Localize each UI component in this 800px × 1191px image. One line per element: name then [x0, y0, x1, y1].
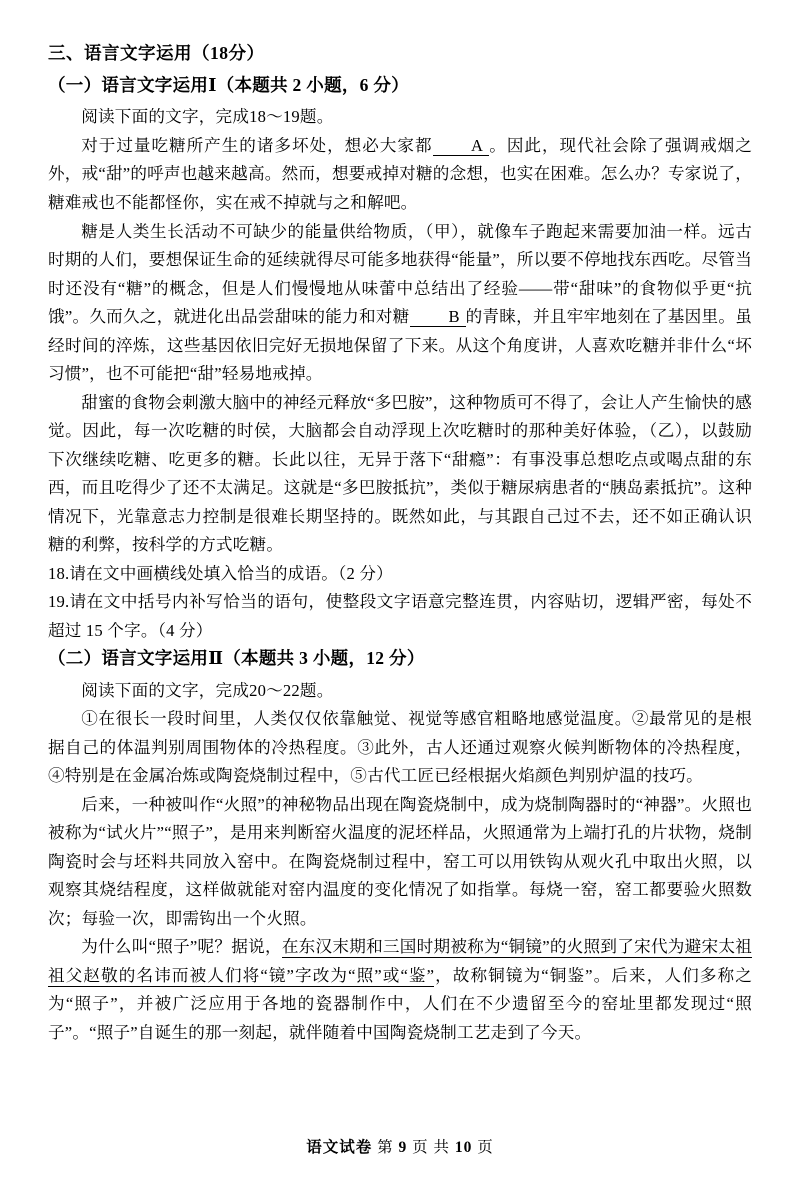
- paragraph-6-text-b: ，故称铜镜为“铜鉴”。后来，人们多称之为“照子”，并被广泛应用于各地的瓷器制作中，人们在不少遗留至今的窑址里都发现过“照子”。“照子”自诞生的那一刻起，就伴随着中国陶瓷烧制工艺走到了今天。: [48, 965, 752, 1042]
- blank-b: B: [410, 308, 466, 327]
- paragraph-2-text-a: 糖是人类生长活动不可缺少的能量供给物质，（甲），就像车子跑起来需要加油一样。远古时期的人们，要想保证生命的延续就得尽可能多地获得“能量”，所以要不停地找东西吃。尽管当时还没有“糖”的概念，但是人们慢慢地从味蕾中总结出了经验——带“甜味”的食物似乎更“抗饿”。久而久之，就进化出品尝甜味的能力和对糖: [48, 221, 752, 327]
- paragraph-2-text-b: 的青睐，并且牢牢地刻在了基因里。虽经时间的淬炼，这些基因依旧完好无损地保留了下来。从这个角度讲，人喜欢吃糖并非什么“坏习惯”，也不可能把“甜”轻易地戒掉。: [48, 307, 752, 384]
- footer-page-suffix: 页: [477, 1139, 494, 1156]
- part-two-heading: （二）语言文字运用Ⅱ（本题共 3 小题，12 分）: [48, 648, 425, 669]
- footer-label: 语文试卷: [306, 1139, 373, 1156]
- paragraph-2: [48, 218, 752, 389]
- question-18: 18.请在文中画横线处填入恰当的成语。（2 分）: [48, 563, 393, 583]
- part-one-heading: （一）语言文字运用Ⅰ（本题共 2 小题，6 分）: [48, 75, 410, 96]
- page-footer: [0, 1135, 800, 1157]
- question-19: 19.请在文中括号内补写恰当的语句，使整段文字语意完整连贯，内容贴切，逻辑严密，每处不超过 15 个字。（4 分）: [48, 592, 752, 640]
- paragraph-1-text-b: 。因此，现代社会除了强调戒烟之外，戒“甜”的呼声也越来越高。然而，想要戒掉对糖的念想，也实在困难。怎么办？专家说了，糖难戒也不能都怪你，实在戒不掉就与之和解吧。: [48, 135, 753, 212]
- part-one-instruction: 阅读下面的文字，完成18～19题。: [81, 107, 334, 127]
- paragraph-3: 甜蜜的食物会刺激大脑中的神经元释放“多巴胺”，这种物质可不得了，会让人产生愉快的感觉。因此，每一次吃糖的时侯，大脑都会自动浮现上次吃糖时的那种美好体验，（乙），以鼓励下次继续吃糖、吃更多的糖。长此以往，无异于落下“甜瘾”：有事没事总想吃点或喝点甜的东西，而且吃得少了还不太满足。这就是“多巴胺抵抗”，类似于糖尿病患者的“胰岛素抵抗”。这种情况下，光靠意志力控制是很难长期坚持的。既然如此，与其跟自己过不去，还不如正确认识糖的利弊，按科学的方式吃糖。: [48, 392, 752, 555]
- paragraph-6-underlined-clause: 在东汉末期和三国时期被称为“铜镜”的火照到了宋代为避宋太祖祖父赵敬的名讳而被人们将“镜”字改为“照”或“鉴”: [48, 937, 752, 985]
- footer-page-prefix: 第: [377, 1139, 394, 1156]
- paragraph-6-text-a: 为什么叫“照子”呢？据说，: [81, 937, 282, 957]
- part-two-instruction: 阅读下面的文字，完成20～22题。: [81, 680, 334, 700]
- section-heading: 三、语言文字运用（18分）: [48, 43, 265, 63]
- blank-a: A: [433, 137, 489, 156]
- footer-page-mid: 页 共: [412, 1139, 451, 1156]
- paragraph-6: [48, 933, 752, 1047]
- paragraph-1: [48, 132, 752, 218]
- footer-page-number: 9: [398, 1139, 408, 1156]
- paragraph-4: ①在很长一段时间里，人类仅仅依靠触觉、视觉等感官粗略地感觉温度。②最常见的是根据自己的体温判别周围物体的冷热程度。③此外，古人还通过观察火候判断物体的冷热程度，④特别是在金属冶炼或陶瓷烧制过程中，⑤古代工匠已经根据火焰颜色判别炉温的技巧。: [48, 709, 752, 786]
- paragraph-5: 后来，一种被叫作“火照”的神秘物品出现在陶瓷烧制中，成为烧制陶器时的“神器”。火照也被称为“试火片”“照子”，是用来判断窑火温度的泥坯样品，火照通常为上端打孔的片状物，烧制陶瓷时会与坯料共同放入窑中。在陶瓷烧制过程中，窑工可以用铁钩从观火孔中取出火照，以观察其烧结程度，这样做就能对窑内温度的变化情况了如指掌。每烧一窑，窑工都要验火照数次；每验一次，即需钩出一个火照。: [48, 794, 752, 928]
- footer-total-pages: 10: [454, 1139, 473, 1156]
- paragraph-1-text-a: 对于过量吃糖所产生的诸多坏处，想必大家都: [81, 135, 433, 155]
